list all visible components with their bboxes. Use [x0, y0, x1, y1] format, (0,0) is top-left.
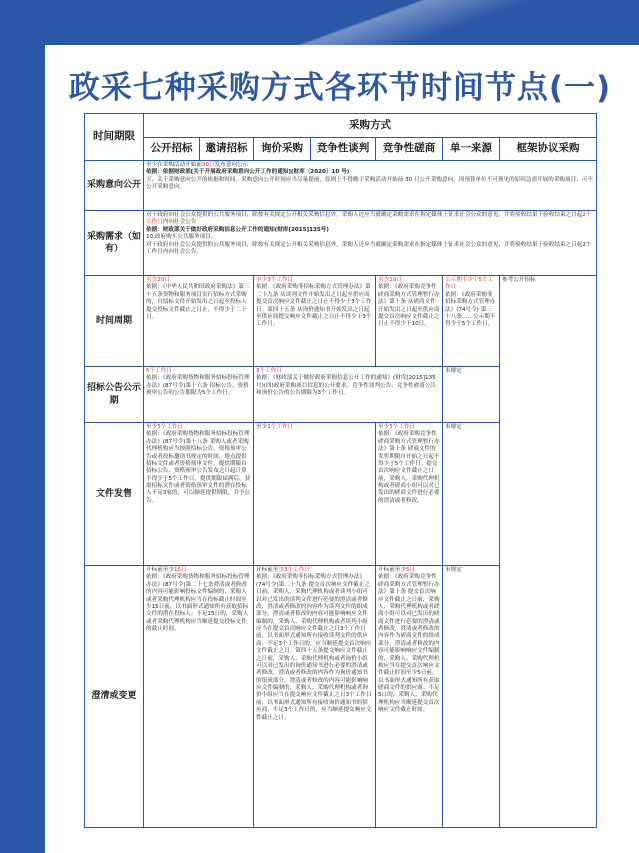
text: 依据：《政府采购货物和服务招标投标管理办法》(87号令)第十六条 招标公告、资格预审公告的公告期限为5个工作日。: [146, 375, 250, 397]
intent-cell: [144, 161, 597, 211]
demand-cell: [144, 211, 597, 276]
highlight: 30日: [201, 162, 215, 168]
text: 依据：《政府采购非招标采购方式管理办法》(74号令) 第三十八条……公示期不得少于5个工作日。: [445, 291, 496, 328]
highlight: 5个工作日: [146, 368, 172, 374]
clarify-cell: [443, 566, 597, 828]
row-intent: [85, 161, 597, 211]
method-header: 单一来源: [443, 138, 500, 161]
row-clarify: [85, 566, 597, 828]
highlight: 2个工作日: [146, 212, 592, 226]
row-demand: [85, 211, 597, 276]
text: 至少: [378, 424, 390, 430]
highlight: 1个工作日: [267, 424, 294, 430]
text: 参考公开招标: [502, 277, 536, 283]
text: 至少: [146, 424, 158, 430]
text: 依据：《政府采购竞争性磋商采购方式管理暂行办法》第十条 磋商文件的发售期限自开始之日起不得少于5个工作日。提交首次响应文件截止之日前，采购人、采购代理机构或者磋商小组可以对已发出的磋商文件进行必要的澄清或者修改。: [378, 431, 440, 504]
text: 发布意向公示: [214, 162, 249, 168]
highlight: 15日: [173, 567, 187, 573]
text: 至少在采购活动开始前: [146, 162, 202, 168]
row-label: 采购意向公开: [85, 161, 144, 211]
method-header: 框架协议采购: [500, 138, 597, 161]
text: 依据：《政府采购货物和服务招标投标管理办法》(87号令)第十八条 采购人或者采购代理机构应当按照招标公告、资格预审公告或者投标邀请书规定的时间、地点提供招标文件或者资格预审文件，提供期限自招标公告、资格预审公告发布之日起计算不得少于5个工作日。提供期限届满后，获取招标文件或者资格预审文件的潜在投标人不足3家的，可以顺延提供期限，并予公告。: [146, 431, 251, 504]
issue-cell: [443, 423, 500, 566]
announce-cell: [254, 367, 443, 423]
text: 内向社会公告: [162, 219, 197, 226]
highlight: 3个工作日: [256, 368, 282, 374]
method-header: 公开招标: [144, 138, 200, 161]
header-row-top: [85, 114, 597, 138]
method-header: 竞争性谈判: [311, 138, 376, 161]
text: 开标前至少: [378, 567, 406, 573]
highlight: 5个工作日: [157, 424, 184, 430]
highlight: 5日: [405, 567, 416, 573]
highlight: 至少3个工作日: [256, 277, 294, 283]
period-cell: [376, 276, 443, 367]
methods-header: 采购方式: [144, 114, 597, 138]
issue-cell: [376, 423, 443, 566]
announce-cell: [443, 367, 500, 423]
text: 至少: [256, 424, 268, 430]
timeline-table: [84, 113, 597, 828]
text: 依据：《中华人民共和国政府采购法》第三十五条货物和服务项目实行招标方式采购的，自招标文件开始发出之日起至投标人提交投标文件截止之日止，不得少于二十日。: [146, 284, 250, 320]
text: 对于政府向社会公众提供的公共服务项目，除按有关规定公开相关采购信息外，采购人还应当就确定采购需求在指定媒体上征求社会公众的意见，并将验收结果于验收结束之日起2个工作日内向社会公告。: [146, 241, 592, 255]
period-header: 时间期限: [85, 114, 144, 161]
header-row-methods: [85, 138, 597, 161]
text: 依据：《政府采购竞争性磋商采购方式管理暂行办法》第十条 从磋商文件开始发出之日起至供应商提交首次响应文件截止之日止不得少于10日。: [378, 284, 440, 328]
announce-cell: [144, 367, 254, 423]
clarify-cell: [254, 566, 376, 828]
period-cell: [443, 276, 500, 367]
text: 开标前至少: [256, 567, 284, 573]
highlight: 5个工作日: [389, 424, 416, 430]
highlight: 至少20日: [146, 277, 170, 283]
text: 依据：《政府采购竞争性磋商采购方式管理暂行办法》第十条 提交首次响应文件截止之日前，采购人、采购代理机构或者磋商小组可以对已发出的磋商文件进行必要的澄清或者修改，澄清或者修改的内容作为磋商文件的组成部分。澄清或者修改的内容可能影响响应文件编制的，采购人、采购代理机构应当在提交首次响应文件截止时间至少5日前，以书面形式通知所有获取磋商文件的供应商；不足5日的，采购人、采购代理机构应当顺延提交首次响应文件截止时间。: [378, 574, 440, 714]
period-cell: [144, 276, 254, 367]
text: 10.政府购买公共服务项目。: [146, 234, 217, 241]
text: 未规定: [445, 368, 462, 374]
basis: 依据：依据财政部[关于开展政府采购意向公开工作的通知](财库〔2020〕10 号): [146, 169, 350, 176]
issue-cell: [144, 423, 254, 566]
method-header: 询价采购: [254, 138, 311, 161]
row-period: [85, 276, 597, 367]
highlight: 至少10日: [378, 277, 402, 283]
text: 未规定: [445, 567, 462, 573]
text: 五、关于采购意向公开的依据和时间。采购意向公开时间应当尽量提前，原则上不得晚于采购活动开始前 30 日公开采购意向。因预算单位不可预见的原因急需开展的采购项目，可不公开采购意向。: [146, 176, 593, 191]
row-label: 澄清或变更: [85, 566, 144, 828]
text: 依据：《政府采购非招标采购方式管理办法》(74号令)第二十九条 提交首次响应文件截止之日前，采购人、采购代理机构或者谈判小组可以对已发出的谈判文件进行必要的澄清或者修改，澄清或者修改的内容作为谈判文件的组成部分。澄清或者修改的内容可能影响响应文件编制的，采购人、采购代理机构或者谈判小组应当在提交首次响应文件截止之日3个工作日前，以书面形式通知所有接收谈判文件的供应商，不足3个工作日的，应当顺延提交首次响应文件截止之日。第四十五条提交响应文件截止之日前，采购人、采购代理机构或者询价小组可以对已发出的询价通知书进行必要的澄清或者修改，澄清或者修改的内容作为询价通知书的组成部分。澄清或者修改的内容可能影响响应文件编制的，采购人、采购代理机构或者询价小组应当在提交响应文件截止之日3个工作日前，以书面形式通知所有接收询价通知书的供应商，不足3个工作日的，应当顺延提交响应文件截止之日。: [256, 574, 372, 721]
basis: 依据：财政部关于做好政府采购信息公开工作的通知(财库[2015]135号): [146, 226, 329, 233]
header-band-highlight: [0, 0, 639, 45]
row-label: 招标公告公示期: [85, 367, 144, 423]
text: 未规定: [445, 424, 462, 430]
clarify-cell: [144, 566, 254, 828]
method-header: 竞争性磋商: [376, 138, 443, 161]
text: 依据：《政府采购货物和服务招标投标管理办法》(87号令)第二十七条澄清或者修改的内容可能影响投标文件编制的，采购人或者采购代理机构应当在投标截止时间至少15日前，以书面形式通知所有获取招标文件的潜在投标人；不足15日的，采购人或者采购代理机构应当顺延提交投标文件的截止时间。: [146, 574, 250, 632]
text: 依据：《财政部关于做好政府采购信息公开工作的通知》(财库[2015]135号)(四)政府采购项目信息的公开要求。竞争性谈判公告、竞争性磋商公告和询价公告的公告期限为3个工作日。: [256, 375, 436, 397]
page-title: 政采七种采购方式各环节时间节点(一): [68, 70, 612, 106]
highlight: 公示期不少于5个工作日: [445, 277, 494, 291]
clarify-cell: [376, 566, 443, 828]
text: 对于政府向社会公众提供的公共服务项目，除按有关规定公开相关采购信息外，采购人还应当就确定采购需求在指定媒体上征求社会公众的意见，并将验收结果于验收结束之日起: [146, 212, 583, 218]
method-header: 邀请招标: [200, 138, 254, 161]
text: 依据：《政府采购非招标采购方式管理办法》第二十九条 从谈判文件开始发出之日起至供应商提交首次响应文件截止之日止不得少于3个工作日。第四十五条 从询价通知书开始发出之日起至供应商提交响应文件截止之日止不得少于3个工作日。: [256, 284, 372, 328]
highlight: 3个工作日: [283, 567, 310, 573]
row-label: 文件发售: [85, 423, 144, 566]
row-label: 采购需求（如有）: [85, 211, 144, 276]
left-band: [0, 0, 45, 853]
row-label: 时间周期: [85, 276, 144, 367]
period-cell: [254, 276, 376, 367]
text: 开标前至少: [146, 567, 174, 573]
issue-cell: [254, 423, 376, 566]
